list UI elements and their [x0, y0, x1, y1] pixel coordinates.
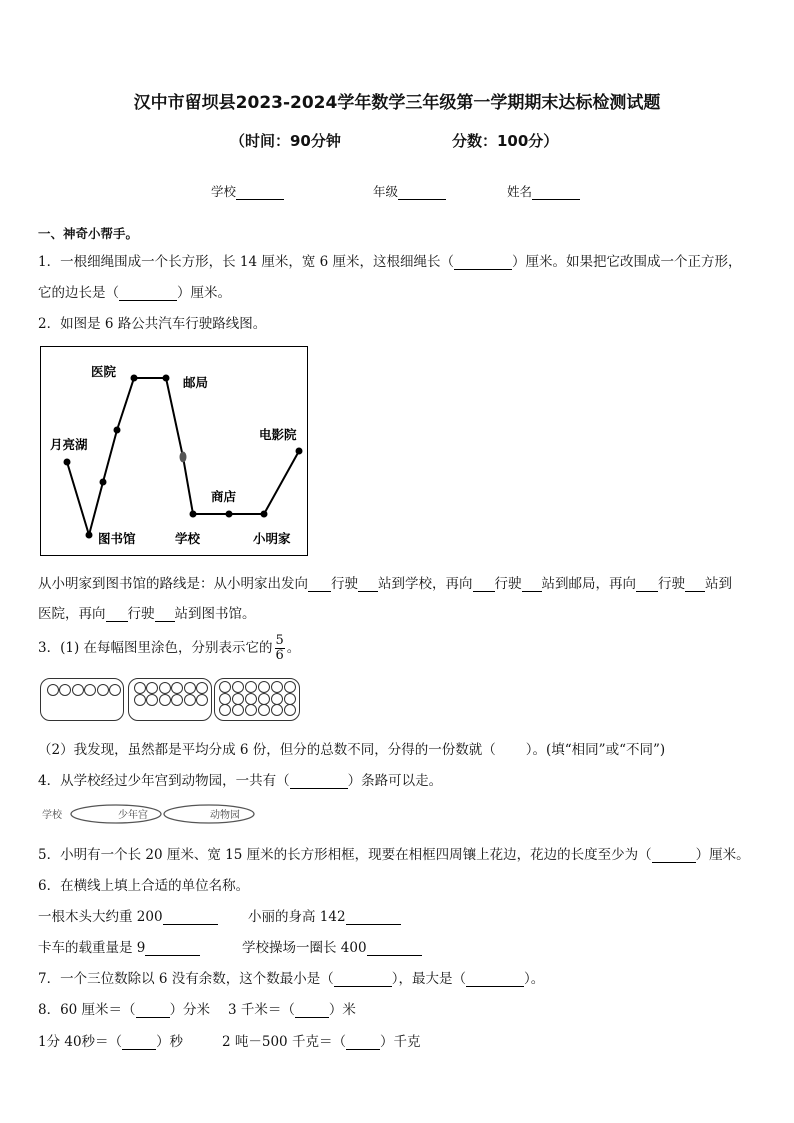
- grade-label: 年级: [373, 184, 399, 199]
- circle-2-9[interactable]: [159, 694, 171, 706]
- q8-text-c2: ）秒: [156, 1034, 184, 1050]
- q1-line2: [38, 281, 231, 301]
- q6-item-c: [38, 936, 200, 956]
- stop-school: [190, 511, 197, 518]
- q1-text-b: ）厘米。如果把它改围成一个正方形，: [512, 254, 742, 270]
- q2-text-f: 行驶: [658, 576, 685, 592]
- q8-blank-d[interactable]: [346, 1035, 380, 1050]
- circle-1-6[interactable]: [109, 684, 121, 696]
- label-cinema: 电影院: [259, 427, 297, 442]
- q7-blank-2[interactable]: [466, 972, 524, 987]
- q1-text-c: 它的边长是（: [38, 285, 119, 301]
- q6-item-a: [38, 905, 218, 925]
- circle-2-5[interactable]: [184, 682, 196, 694]
- school-label: 学校: [211, 184, 237, 199]
- label-school-path: 学校: [42, 810, 62, 821]
- label-hospital: 医院: [91, 364, 117, 379]
- q2-blank-8[interactable]: [155, 607, 175, 622]
- circle-2-7[interactable]: [134, 694, 146, 706]
- grade-field: [373, 182, 446, 200]
- q7-text-b: ），最大是（: [391, 971, 467, 987]
- q5-blank[interactable]: [652, 848, 696, 863]
- stop-store: [226, 511, 233, 518]
- q4-line: [38, 769, 442, 789]
- circle-1-1[interactable]: [47, 684, 59, 696]
- q2-text-i: 行驶: [127, 606, 155, 622]
- q7-text-c: ）。: [524, 971, 545, 987]
- label-moon-lake: 月亮湖: [50, 437, 88, 452]
- label-xiaoming-home: 小明家: [253, 531, 291, 546]
- label-school: 学校: [175, 531, 201, 546]
- circle-3-16[interactable]: [258, 704, 270, 716]
- circle-2-8[interactable]: [146, 694, 158, 706]
- school-blank[interactable]: [236, 186, 284, 200]
- q5-text-b: ）厘米。: [695, 847, 750, 863]
- q5-text-a: 5．小明有一个长 20 厘米、宽 15 厘米的长方形相框，现要在相框四周镶上花边，花边的长度至少为（: [38, 847, 652, 863]
- circle-2-11[interactable]: [184, 694, 196, 706]
- q4-text-a: 4．从学校经过少年宫到动物园，一共有（: [38, 773, 290, 789]
- q3-part2: [38, 738, 665, 758]
- circle-2-6[interactable]: [196, 682, 208, 694]
- q3-text-a: 3．(1) 在每幅图里涂色，分别表示它的: [38, 640, 273, 656]
- q8-blank-c[interactable]: [122, 1035, 156, 1050]
- q8-blank-a[interactable]: [136, 1003, 170, 1018]
- q2-text-c: 站到学校，再向: [378, 576, 473, 592]
- q3-text-b: 。: [286, 640, 301, 656]
- circle-2-12[interactable]: [196, 694, 208, 706]
- circle-3-7[interactable]: [219, 693, 231, 705]
- q8-text-b2: ）米: [328, 1002, 356, 1018]
- circle-1-3[interactable]: [72, 684, 84, 696]
- q7-text-a: 7．一个三位数除以 6 没有余数，这个数最小是（: [38, 971, 334, 987]
- stop-xiaoming-home: [261, 511, 268, 518]
- q6-blank-d[interactable]: [367, 941, 422, 956]
- q6-item-d: [242, 936, 422, 956]
- q2-text-j: 站到图书馆。: [174, 606, 256, 622]
- q2-line2: [38, 602, 256, 622]
- fraction-five-sixths: [275, 634, 285, 663]
- stop-mid-3: [180, 452, 187, 463]
- q8-text-a2: ）分米: [169, 1002, 211, 1018]
- grade-blank[interactable]: [398, 186, 446, 200]
- circle-3-5[interactable]: [271, 681, 283, 693]
- q2-text-e: 站到邮局，再向: [541, 576, 636, 592]
- circle-3-15[interactable]: [245, 704, 257, 716]
- section-heading: 一、神奇小帮手。: [38, 226, 139, 241]
- q8-text-a1: 8．60 厘米＝（: [38, 1002, 136, 1018]
- circle-3-18[interactable]: [284, 704, 296, 716]
- stop-moon-lake: [64, 459, 71, 466]
- circle-3-12[interactable]: [284, 693, 296, 705]
- q4-blank[interactable]: [290, 774, 348, 789]
- q8-blank-b[interactable]: [295, 1003, 329, 1018]
- q2-text-g: 站到: [705, 576, 732, 592]
- q2-blank-3[interactable]: [473, 577, 495, 592]
- q2-text-a: 从小明家到图书馆的路线是：从小明家出发向: [38, 576, 308, 592]
- school-field: [211, 182, 284, 200]
- q6-blank-b[interactable]: [346, 910, 401, 925]
- q2-text-h: 医院，再向: [38, 606, 106, 622]
- q1-line1: [38, 250, 742, 270]
- q8-item-c: [38, 1030, 183, 1050]
- q6-text-d: 学校操场一圈长 400: [242, 940, 367, 956]
- q7-blank-1[interactable]: [334, 972, 392, 987]
- circle-2-10[interactable]: [171, 694, 183, 706]
- q1-blank-2[interactable]: [119, 286, 177, 301]
- circle-3-13[interactable]: [219, 704, 231, 716]
- route-map: [40, 346, 306, 556]
- q3-text-c: （2）我发现，虽然都是平均分成 6 份，但分的总数不同，分得的一份数就（: [38, 742, 496, 758]
- q6-text-b: 小丽的身高 142: [248, 909, 346, 925]
- stop-cinema: [296, 448, 303, 455]
- circle-1-5[interactable]: [97, 684, 109, 696]
- q8-text-d1: 2 吨－500 千克＝（: [222, 1034, 346, 1050]
- q6-text-a: 一根木头大约重 200: [38, 909, 163, 925]
- q8-item-b: [228, 998, 356, 1018]
- q8-text-c1: 1分 40秒＝（: [38, 1034, 123, 1050]
- circle-3-14[interactable]: [232, 704, 244, 716]
- q8-text-b1: 3 千米＝（: [228, 1002, 295, 1018]
- circle-3-3[interactable]: [245, 681, 257, 693]
- q8-item-a: [38, 998, 210, 1018]
- stop-mid-2: [114, 427, 121, 434]
- q2-line1: [38, 572, 732, 592]
- circle-3-8[interactable]: [232, 693, 244, 705]
- q5-line: [38, 843, 750, 863]
- circle-3-9[interactable]: [245, 693, 257, 705]
- q2-blank-2[interactable]: [358, 577, 378, 592]
- page-title: 汉中市留坝县2023-2024学年数学三年级第一学期期末达标检测试题: [133, 93, 661, 113]
- time-info: （时间：90分钟: [230, 132, 341, 150]
- q6-blank-c[interactable]: [145, 941, 200, 956]
- q2-blank-7[interactable]: [106, 607, 128, 622]
- q2-blank-5[interactable]: [636, 577, 658, 592]
- q6-text-c: 卡车的载重量是 9: [38, 940, 146, 956]
- route-oval-2: [164, 805, 254, 823]
- circle-3-11[interactable]: [271, 693, 283, 705]
- stop-hospital: [131, 375, 138, 382]
- label-youth-palace: 少年宫: [118, 810, 148, 821]
- q6-text: 6．在横线上填上合适的单位名称。: [38, 878, 250, 894]
- q2-blank-4[interactable]: [522, 577, 542, 592]
- circle-2-3[interactable]: [159, 682, 171, 694]
- q1-text-d: ）厘米。: [177, 285, 231, 301]
- q7-line: [38, 967, 544, 987]
- name-blank[interactable]: [532, 186, 580, 200]
- circle-3-1[interactable]: [219, 681, 231, 693]
- label-library: 图书馆: [98, 531, 136, 546]
- q1-blank-1[interactable]: [454, 255, 512, 270]
- circle-2-1[interactable]: [134, 682, 146, 694]
- stop-post-office: [163, 375, 170, 382]
- q8-item-d: [222, 1030, 420, 1050]
- q3-text-d: ）。(填“相同”或“不同”): [525, 742, 666, 758]
- stop-library: [86, 532, 93, 539]
- label-zoo: 动物园: [210, 810, 240, 821]
- q1-text-a: 1．一根细绳围成一个长方形，长 14 厘米，宽 6 厘米，这根细绳长（: [38, 254, 455, 270]
- stop-mid-1: [100, 479, 107, 486]
- q4-text-b: ）条路可以走。: [347, 773, 443, 789]
- name-field: [507, 182, 580, 200]
- circle-3-4[interactable]: [258, 681, 270, 693]
- q2-blank-1[interactable]: [308, 577, 331, 592]
- q3-part1: [38, 632, 300, 664]
- q2-text: 2．如图是 6 路公共汽车行驶路线图。: [38, 316, 267, 332]
- q6-blank-a[interactable]: [163, 910, 218, 925]
- name-label: 姓名: [507, 184, 533, 199]
- circle-3-6[interactable]: [284, 681, 296, 693]
- q2-text-d: 行驶: [494, 576, 522, 592]
- q2-blank-6[interactable]: [685, 577, 705, 592]
- q8-text-d2: ）千克: [379, 1034, 421, 1050]
- q6-item-b: [248, 905, 401, 925]
- fraction-numerator: 5: [275, 633, 284, 648]
- circle-3-2[interactable]: [232, 681, 244, 693]
- q2-text-b: 行驶: [331, 576, 358, 592]
- label-post-office: 邮局: [183, 375, 209, 390]
- fraction-denominator: 6: [275, 648, 284, 663]
- path-diagram: [38, 802, 262, 826]
- circle-3-17[interactable]: [271, 704, 283, 716]
- circle-3-10[interactable]: [258, 693, 270, 705]
- score-info: 分数：100分）: [452, 132, 559, 150]
- label-store: 商店: [211, 489, 237, 504]
